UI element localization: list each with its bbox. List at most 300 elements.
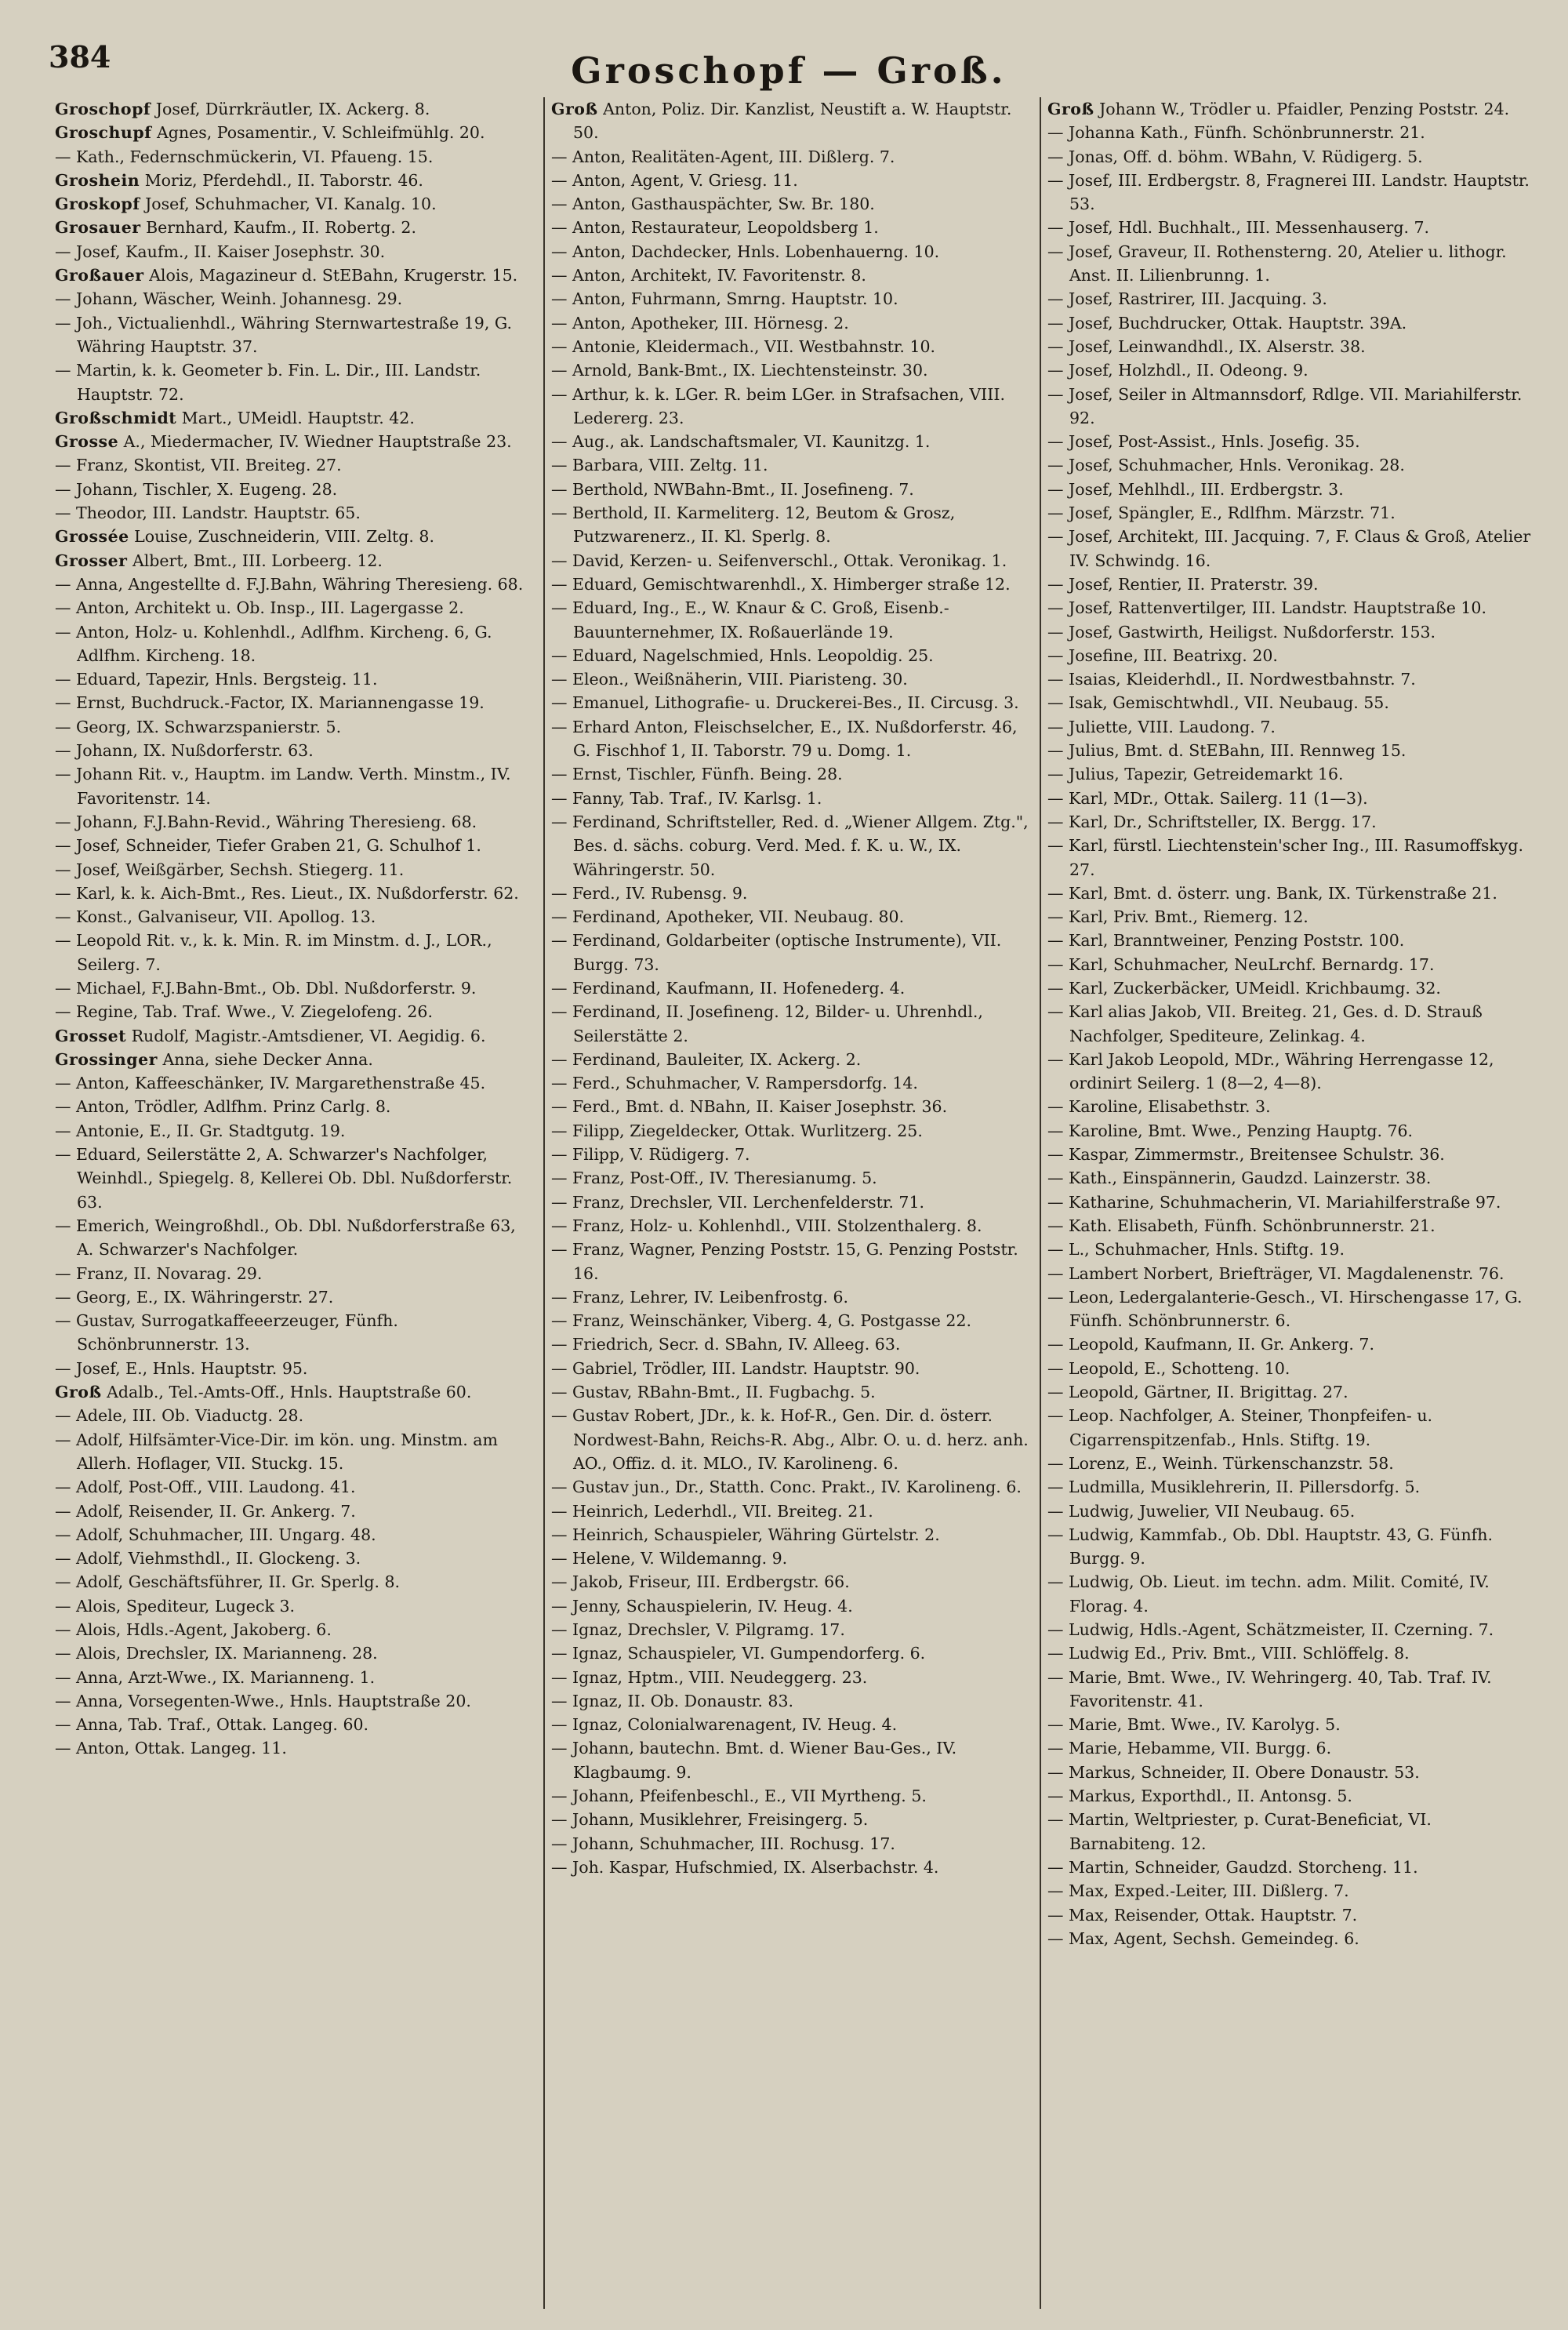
entry-text: — Ludwig Ed., Priv. Bmt., VIII. Schlöffelg. 8. xyxy=(1047,1644,1410,1663)
directory-entry xyxy=(1047,1713,1531,1736)
entry-text: — Johann, Tischler, X. Eugeng. 28. xyxy=(55,479,338,499)
directory-entry xyxy=(1047,1119,1531,1143)
directory-entry xyxy=(1047,762,1531,786)
entry-text: — Juliette, VIII. Laudong. 7. xyxy=(1047,717,1276,736)
entry-text: — Ludmilla, Musiklehrerin, II. Pillersdorfg. 5. xyxy=(1047,1478,1421,1497)
entry-text: — Eduard, Gemischtwarenhdl., X. Himberger straße 12. xyxy=(551,574,1011,594)
directory-entry xyxy=(55,1594,537,1618)
directory-entry xyxy=(55,525,537,548)
directory-entry xyxy=(551,1547,1033,1570)
directory-entry xyxy=(551,240,1033,264)
directory-entry xyxy=(55,121,537,144)
entry-text: — Ferdinand, Apotheker, VII. Neubaug. 80. xyxy=(551,907,905,927)
entry-text: — Josef, Kaufm., II. Kaiser Josephstr. 30. xyxy=(55,242,386,261)
entry-text: — Gustav, Surrogatkaffeeerzeuger, Fünfh. Schönbrunnerstr. 13. xyxy=(55,1311,398,1354)
entry-text: — Ferd., Bmt. d. NBahn, II. Kaiser Josephstr. 36. xyxy=(551,1097,948,1117)
directory-entry xyxy=(55,1285,537,1309)
entry-text: — Ludwig, Kammfab., Ob. Dbl. Hauptstr. 43, G. Fünfh. Burgg. 9. xyxy=(1047,1525,1493,1568)
entry-text: — Isaias, Kleiderhdl., II. Nordwestbahnstr. 7. xyxy=(1047,670,1416,689)
entry-text: — Anton, Gasthauspächter, Sw. Br. 180. xyxy=(551,194,875,214)
entry-text: — Jonas, Off. d. böhm. WBahn, V. Rüdigerg. 5. xyxy=(1047,147,1423,166)
directory-entry xyxy=(55,905,537,929)
directory-entry xyxy=(55,1357,537,1380)
directory-entry xyxy=(55,1048,537,1071)
directory-entry xyxy=(55,1689,537,1713)
directory-entry xyxy=(551,1071,1033,1095)
directory-entry xyxy=(1047,1214,1531,1238)
entry-text: — Leopold, Gärtner, II. Brigittag. 27. xyxy=(1047,1383,1348,1402)
directory-entry xyxy=(1047,1095,1531,1118)
directory-entry xyxy=(551,1285,1033,1309)
entry-text: — Franz, Post-Off., IV. Theresianumg. 5. xyxy=(551,1169,877,1188)
entry-text: — Josef, Post-Assist., Hnls. Josefig. 35. xyxy=(1047,432,1360,452)
entry-text: — Aug., ak. Landschaftsmaler, VI. Kaunitzg. 1. xyxy=(551,432,931,452)
entry-text: — Jakob, Friseur, III. Erdbergstr. 66. xyxy=(551,1572,850,1592)
entry-text: — Leop. Nachfolger, A. Steiner, Thonpfeifen- u. Cigarrenspitzenfab., Hnls. Stiftg. 19. xyxy=(1047,1406,1433,1449)
entry-text: — Berthold, II. Karmeliterg. 12, Beutom & Grosz, Putzwarenerz., II. Kl. Sperlg. 8. xyxy=(551,503,956,547)
column-right xyxy=(1041,97,1537,2309)
entry-surname: Grosse xyxy=(55,432,119,452)
directory-entry xyxy=(1047,1499,1531,1523)
directory-entry xyxy=(551,1808,1033,1831)
directory-entry xyxy=(551,644,1033,667)
directory-entry xyxy=(1047,787,1531,810)
entry-text: — Alois, Drechsler, IX. Marianneng. 28. xyxy=(55,1644,378,1663)
directory-entry xyxy=(55,287,537,311)
directory-entry xyxy=(1047,145,1531,169)
entry-text: — Eduard, Ing., E., W. Knaur & C. Groß, Eisenb.-Bauunternehmer, IX. Roßauerlände 19. xyxy=(551,598,949,642)
entry-text: — Josef, Leinwandhdl., IX. Alserstr. 38. xyxy=(1047,336,1366,356)
directory-entry xyxy=(55,501,537,525)
directory-entry xyxy=(551,453,1033,477)
entry-text: — Anna, Arzt-Wwe., IX. Marianneng. 1. xyxy=(55,1667,376,1687)
directory-entry xyxy=(551,383,1033,431)
directory-entry xyxy=(551,929,1033,976)
entry-text: — Ludwig, Juwelier, VII Neubaug. 65. xyxy=(1047,1501,1356,1521)
entry-text: — Eduard, Seilerstätte 2, A. Schwarzer's Nachfolger, Weinhdl., Spiegelg. 8, Kellerei Ob. Dbl. Nußdorferstr. 63. xyxy=(55,1145,513,1212)
entry-text: — Adolf, Schuhmacher, III. Ungarg. 48. xyxy=(55,1525,376,1544)
directory-entry xyxy=(551,1095,1033,1118)
entry-text: — Karl, fürstl. Liechtenstein'scher Ing., III. Rasumoffskyg. 27. xyxy=(1047,836,1524,879)
entry-text: — Josef, Graveur, II. Rothensterng. 20, Atelier u. lithogr. Anst. II. Lilienbrunng. 1. xyxy=(1047,242,1507,285)
entry-text: — Anton, Apotheker, III. Hörnesg. 2. xyxy=(551,313,849,333)
entry-text: — Johann, Schuhmacher, III. Rochusg. 17. xyxy=(551,1834,895,1853)
entry-text: — Josef, Gastwirth, Heiligst. Nußdorferstr. 153. xyxy=(1047,622,1436,642)
directory-entry xyxy=(1047,715,1531,739)
page-number: 384 xyxy=(49,39,111,75)
entry-text: — Adolf, Hilfsämter-Vice-Dir. im kön. ung. Minstm. am Allerh. Hoflager, VII. Stuckg. 15. xyxy=(55,1430,498,1473)
directory-entry xyxy=(551,1594,1033,1618)
entry-text: — Marie, Bmt. Wwe., IV. Karolyg. 5. xyxy=(1047,1715,1341,1735)
entry-text: Alois, Magazineur d. StEBahn, Krugerstr. 15. xyxy=(143,266,518,285)
directory-entry xyxy=(55,1666,537,1689)
entry-text: — Karl, k. k. Aich-Bmt., Res. Lieut., IX. Nußdorferstr. 62. xyxy=(55,883,519,903)
entry-text: — Ignaz, Schauspieler, VI. Gumpendorferg. 6. xyxy=(551,1644,926,1663)
entry-text: — Barbara, VIII. Zeltg. 11. xyxy=(551,456,768,475)
directory-entry xyxy=(551,976,1033,1000)
entry-text: Anton, Poliz. Dir. Kanzlist, Neustift a. W. Hauptstr. 50. xyxy=(573,100,1012,143)
entry-text: — Gustav Robert, JDr., k. k. Hof-R., Gen. Dir. d. österr. Nordwest-Bahn, Reichs-R. Abg., Albr. O. u. d. herz. anh. AO., Offiz. d. it. MLO., IV. Karolineng. 6. xyxy=(551,1406,1029,1473)
entry-surname: Groschupf xyxy=(55,123,152,143)
entry-text: — Regine, Tab. Traf. Wwe., V. Ziegelofeng. 26. xyxy=(55,1002,433,1022)
directory-entry xyxy=(1047,810,1531,834)
entry-text: Josef, Schuhmacher, VI. Kanalg. 10. xyxy=(140,194,437,214)
entry-text: — Karl, Bmt. d. österr. ung. Bank, IX. Türkenstraße 21. xyxy=(1047,883,1497,903)
directory-entry xyxy=(551,573,1033,596)
entry-text: — Karl, Dr., Schriftsteller, IX. Bergg. 17. xyxy=(1047,812,1377,831)
directory-entry xyxy=(55,1523,537,1547)
entry-text: — Heinrich, Lederhdl., VII. Breiteg. 21. xyxy=(551,1501,873,1521)
directory-entry xyxy=(551,1357,1033,1380)
entry-text: — Friedrich, Secr. d. SBahn, IV. Alleeg. 63. xyxy=(551,1335,901,1354)
directory-entry xyxy=(551,549,1033,573)
directory-entry xyxy=(55,739,537,762)
directory-entry xyxy=(1047,1879,1531,1903)
entry-text: Johann W., Trödler u. Pfaidler, Penzing Poststr. 24. xyxy=(1094,100,1510,118)
entry-text: — Kath. Elisabeth, Fünfh. Schönbrunnerstr. 21. xyxy=(1047,1216,1436,1235)
entry-text: — Johann, Pfeifenbeschl., E., VII Myrtheng. 5. xyxy=(551,1787,927,1806)
entry-text: — Marie, Hebamme, VII. Burgg. 6. xyxy=(1047,1739,1332,1758)
directory-entry xyxy=(55,667,537,691)
directory-entry xyxy=(1047,620,1531,644)
directory-entry xyxy=(551,787,1033,810)
entry-text: — Georg, E., IX. Währingerstr. 27. xyxy=(55,1287,334,1307)
directory-entry xyxy=(1047,430,1531,453)
page-title: Groschopf — Groß. xyxy=(571,49,1007,92)
directory-entry xyxy=(55,1570,537,1594)
directory-entry xyxy=(1047,1285,1531,1333)
entry-text: — Georg, IX. Schwarzspanierstr. 5. xyxy=(55,717,342,736)
directory-entry xyxy=(55,762,537,810)
directory-entry xyxy=(551,715,1033,763)
directory-entry xyxy=(1047,1357,1531,1380)
directory-entry xyxy=(551,192,1033,216)
entry-text: — Josefine, III. Beatrixg. 20. xyxy=(1047,645,1278,665)
entry-text: — Anna, Angestellte d. F.J.Bahn, Währing Theresieng. 68. xyxy=(55,574,524,594)
directory-entry xyxy=(1047,881,1531,905)
entry-text: — Filipp, Ziegeldecker, Ottak. Wurlitzerg. 25. xyxy=(551,1121,923,1140)
directory-entry xyxy=(1047,1736,1531,1760)
entry-text: — Anna, Vorsegenten-Wwe., Hnls. Hauptstraße 20. xyxy=(55,1691,471,1710)
entry-text: Albert, Bmt., III. Lorbeerg. 12. xyxy=(127,551,383,570)
entry-text: — Anton, Realitäten-Agent, III. Dißlerg. 7. xyxy=(551,147,895,166)
directory-entry xyxy=(551,1119,1033,1143)
entry-text: Josef, Dürrkräutler, IX. Ackerg. 8. xyxy=(151,100,430,118)
directory-entry xyxy=(551,1666,1033,1689)
entry-text: — Martin, k. k. Geometer b. Fin. L. Dir., III. Landstr. Hauptstr. 72. xyxy=(55,361,481,404)
directory-entry xyxy=(55,1499,537,1523)
directory-entry xyxy=(55,1736,537,1760)
entry-text: — Josef, Schuhmacher, Hnls. Veronikag. 28. xyxy=(1047,456,1405,475)
entry-text: — Franz, Holz- u. Kohlenhdl., VIII. Stolzenthalerg. 8. xyxy=(551,1216,982,1235)
directory-entry xyxy=(1047,1404,1531,1452)
directory-entry xyxy=(55,549,537,573)
directory-entry xyxy=(551,1499,1033,1523)
directory-entry xyxy=(55,858,537,881)
directory-entry xyxy=(55,810,537,834)
directory-entry xyxy=(1047,667,1531,691)
entry-text: — Josef, Seiler in Altmannsdorf, Rdlge. VII. Mariahilferstr. 92. xyxy=(1047,384,1523,427)
entry-text: — Karl Jakob Leopold, MDr., Währing Herrengasse 12, ordinirt Seilerg. 1 (8—2, 4—8). xyxy=(1047,1049,1494,1093)
entry-text: — Franz, Lehrer, IV. Leibenfrostg. 6. xyxy=(551,1287,849,1307)
entry-text: — Helene, V. Wildemanng. 9. xyxy=(551,1549,788,1568)
entry-text: — Anton, Ottak. Langeg. 11. xyxy=(55,1739,287,1758)
directory-entry xyxy=(1047,1808,1531,1856)
entry-text: Louise, Zuschneiderin, VIII. Zeltg. 8. xyxy=(129,527,434,547)
entry-text: — Leopold Rit. v., k. k. Min. R. im Minstm. d. J., LOR., Seilerg. 7. xyxy=(55,931,492,974)
directory-entry xyxy=(1047,1618,1531,1641)
entry-text: — Isak, Gemischtwhdl., VII. Neubaug. 55. xyxy=(1047,693,1389,713)
directory-entry xyxy=(1047,644,1531,667)
entry-text: — Anna, Tab. Traf., Ottak. Langeg. 60. xyxy=(55,1715,369,1735)
directory-entry xyxy=(551,358,1033,382)
entry-text: — Josef, III. Erdbergstr. 8, Fragnerei III. Landstr. Hauptstr. 53. xyxy=(1047,170,1530,214)
directory-entry xyxy=(551,667,1033,691)
directory-entry xyxy=(551,1000,1033,1048)
entry-text: — Eduard, Nagelschmied, Hnls. Leopoldig. 25. xyxy=(551,645,934,665)
entry-text: — Johann, F.J.Bahn-Revid., Währing Theresieng. 68. xyxy=(55,812,477,831)
directory-entry xyxy=(551,1238,1033,1285)
directory-entry xyxy=(55,929,537,976)
entry-text: — L., Schuhmacher, Hnls. Stiftg. 19. xyxy=(1047,1240,1345,1260)
directory-entry xyxy=(1047,905,1531,929)
directory-entry xyxy=(551,1309,1033,1332)
entry-text: — Emanuel, Lithografie- u. Druckerei-Bes., II. Circusg. 3. xyxy=(551,693,1019,713)
directory-entry xyxy=(551,1856,1033,1879)
directory-entry xyxy=(1047,525,1531,573)
entry-text: — Konst., Galvaniseur, VII. Apollog. 13. xyxy=(55,907,376,927)
directory-entry xyxy=(551,1214,1033,1238)
directory-entry xyxy=(55,1143,537,1214)
directory-entry xyxy=(55,453,537,477)
entry-text: — Franz, Wagner, Penzing Poststr. 15, G. Penzing Poststr. 16. xyxy=(551,1240,1018,1283)
directory-entry xyxy=(1047,929,1531,952)
entry-text: — Kaspar, Zimmermstr., Breitensee Schulstr. 36. xyxy=(1047,1145,1445,1165)
directory-entry xyxy=(55,1641,537,1665)
entry-text: — Emerich, Weingroßhdl., Ob. Dbl. Nußdorferstraße 63, A. Schwarzer's Nachfolger. xyxy=(55,1216,516,1260)
entry-text: — Franz, II. Novarag. 29. xyxy=(55,1263,263,1283)
entry-text: — Ferdinand, Schriftsteller, Red. d. „Wiener Allgem. Ztg.", Bes. d. sächs. coburg. Verd. Med. f. K. u. W., IX. Währingerstr. 50. xyxy=(551,812,1029,879)
directory-entry xyxy=(1047,1262,1531,1285)
entry-text: — Anton, Agent, V. Griesg. 11. xyxy=(551,170,798,190)
entry-text: — Anton, Architekt, IV. Favoritenstr. 8. xyxy=(551,266,866,285)
directory-entry xyxy=(551,430,1033,453)
directory-entry xyxy=(1047,1452,1531,1475)
directory-entry xyxy=(55,834,537,857)
directory-entry xyxy=(55,715,537,739)
entry-surname: Groß xyxy=(55,1383,102,1402)
directory-entry xyxy=(551,478,1033,501)
entry-text: — Anton, Holz- u. Kohlenhdl., Adlfhm. Kircheng. 6, G. Adlfhm. Kircheng. 18. xyxy=(55,622,492,665)
entry-text: — Ludwig, Ob. Lieut. im techn. adm. Milit. Comité, IV. Florag. 4. xyxy=(1047,1572,1490,1616)
entry-text: — Adolf, Geschäftsführer, II. Gr. Sperlg. 8. xyxy=(55,1572,401,1592)
directory-entry xyxy=(55,1475,537,1499)
directory-entry xyxy=(55,1262,537,1285)
directory-entry xyxy=(1047,358,1531,382)
entry-text: — Johann, Musiklehrer, Freisingerg. 5. xyxy=(551,1810,869,1830)
entry-text: — Filipp, V. Rüdigerg. 7. xyxy=(551,1145,750,1165)
entry-text: — Karl, Zuckerbäcker, UMeidl. Krichbaumg. 32. xyxy=(1047,978,1441,998)
entry-surname: Groskopf xyxy=(55,194,140,214)
entry-surname: Groshein xyxy=(55,170,140,190)
entry-text: — Johanna Kath., Fünfh. Schönbrunnerstr. 21. xyxy=(1047,123,1425,143)
entry-text: — Adolf, Viehmsthdl., II. Glockeng. 3. xyxy=(55,1549,361,1568)
entry-text: — Ignaz, Drechsler, V. Pilgramg. 17. xyxy=(551,1620,845,1639)
directory-entry xyxy=(551,1523,1033,1547)
entry-text: — Adolf, Reisender, II. Gr. Ankerg. 7. xyxy=(55,1501,356,1521)
entry-surname: Großauer xyxy=(55,266,144,285)
entry-text: — Berthold, NWBahn-Bmt., II. Josefineng. 7. xyxy=(551,479,914,499)
entry-text: — Josef, Architekt, III. Jacquing. 7, F. Claus & Groß, Atelier IV. Schwindg. 16. xyxy=(1047,527,1531,570)
entry-text: — Josef, Hdl. Buchhalt., III. Messenhauserg. 7. xyxy=(1047,218,1430,238)
entry-text: — Leopold, Kaufmann, II. Gr. Ankerg. 7. xyxy=(1047,1335,1374,1354)
entry-text: — Josef, Schneider, Tiefer Graben 21, G. Schulhof 1. xyxy=(55,836,481,856)
entry-surname: Grossée xyxy=(55,527,129,547)
directory-entry xyxy=(55,264,537,287)
directory-entry xyxy=(551,1190,1033,1214)
entry-text: — Josef, Mehlhdl., III. Erdbergstr. 3. xyxy=(1047,479,1344,499)
directory-entry xyxy=(1047,121,1531,144)
directory-entry xyxy=(1047,1856,1531,1879)
entry-text: — Josef, Weißgärber, Sechsh. Stiegerg. 11. xyxy=(55,860,405,879)
directory-entry xyxy=(551,1570,1033,1594)
entry-text: — Arnold, Bank-Bmt., IX. Liechtensteinstr. 30. xyxy=(551,361,928,380)
entry-text: — Karoline, Bmt. Wwe., Penzing Hauptg. 76. xyxy=(1047,1121,1414,1140)
directory-entry xyxy=(551,810,1033,881)
directory-entry xyxy=(551,762,1033,786)
entry-text: — Josef, Holzhdl., II. Odeong. 9. xyxy=(1047,361,1308,380)
entry-text: — Ignaz, Colonialwarenagent, IV. Heug. 4. xyxy=(551,1715,898,1735)
directory-entry xyxy=(55,1428,537,1476)
entry-text: — Karl, MDr., Ottak. Sailerg. 11 (1—3). xyxy=(1047,788,1368,808)
entry-text: Bernhard, Kaufm., II. Robertg. 2. xyxy=(140,218,416,238)
entry-text: — Anton, Fuhrmann, Smrng. Hauptstr. 10. xyxy=(551,289,898,309)
directory-entry xyxy=(55,1095,537,1118)
directory-entry xyxy=(55,406,537,430)
directory-entry xyxy=(551,691,1033,714)
directory-entry xyxy=(551,311,1033,335)
directory-entry xyxy=(55,1309,537,1357)
directory-entry xyxy=(551,1143,1033,1166)
entry-text: — Josef, Rentier, II. Praterstr. 39. xyxy=(1047,574,1319,594)
entry-text: — Adele, III. Ob. Viaductg. 28. xyxy=(55,1406,304,1426)
directory-entry xyxy=(1047,1641,1531,1665)
directory-entry xyxy=(1047,953,1531,976)
entry-text: — Gustav jun., Dr., Statth. Conc. Prakt., IV. Karolineng. 6. xyxy=(551,1478,1022,1497)
entry-text: — Josef, Rastrirer, III. Jacquing. 3. xyxy=(1047,289,1327,309)
entry-text: — Karl alias Jakob, VII. Breiteg. 21, Ges. d. D. Strauß Nachfolger, Spediteure, Zelinkag. 4. xyxy=(1047,1002,1483,1045)
entry-surname: Grosauer xyxy=(55,218,141,238)
directory-entry xyxy=(1047,976,1531,1000)
directory-entry xyxy=(55,1547,537,1570)
entry-text: — Michael, F.J.Bahn-Bmt., Ob. Dbl. Nußdorferstr. 9. xyxy=(55,978,477,998)
directory-entry xyxy=(55,1024,537,1048)
entry-text: — Ferdinand, Goldarbeiter (optische Instrumente), VII. Burgg. 73. xyxy=(551,931,1002,974)
directory-entry xyxy=(1047,691,1531,714)
directory-entry xyxy=(55,97,537,121)
directory-entry xyxy=(1047,1166,1531,1190)
directory-entry xyxy=(55,358,537,406)
entry-text: Rudolf, Magistr.-Amtsdiener, VI. Aegidig. 6. xyxy=(126,1026,486,1045)
directory-entry xyxy=(551,1380,1033,1404)
directory-entry xyxy=(55,596,537,620)
directory-columns xyxy=(49,97,1538,2309)
entry-text: — Karl, Schuhmacher, NeuLrchf. Bernardg. 17. xyxy=(1047,954,1435,974)
directory-entry xyxy=(1047,834,1531,881)
entry-text: — Josef, Spängler, E., Rdlfhm. Märzstr. 71. xyxy=(1047,503,1396,523)
entry-text: — Alois, Spediteur, Lugeck 3. xyxy=(55,1596,296,1616)
entry-text: — Julius, Tapezir, Getreidemarkt 16. xyxy=(1047,765,1344,784)
directory-entry xyxy=(55,881,537,905)
directory-entry xyxy=(55,691,537,714)
entry-text: — Johann, Wäscher, Weinh. Johannesg. 29. xyxy=(55,289,403,309)
entry-surname: Grossinger xyxy=(55,1049,158,1069)
entry-text: — Anton, Kaffeeschänker, IV. Margarethenstraße 45. xyxy=(55,1074,486,1093)
entry-text: — Heinrich, Schauspieler, Währing Gürtelstr. 2. xyxy=(551,1525,940,1544)
directory-entry xyxy=(55,573,537,596)
directory-entry xyxy=(55,1214,537,1262)
entry-text: — Marie, Bmt. Wwe., IV. Wehringerg. 40, Tab. Traf. IV. Favoritenstr. 41. xyxy=(1047,1667,1492,1710)
directory-entry xyxy=(55,1380,537,1404)
directory-entry xyxy=(55,430,537,453)
directory-entry xyxy=(55,145,537,169)
directory-entry xyxy=(1047,287,1531,311)
entry-text: — Julius, Bmt. d. StEBahn, III. Rennweg 15. xyxy=(1047,741,1406,761)
directory-entry xyxy=(551,501,1033,549)
directory-entry xyxy=(1047,1048,1531,1096)
directory-entry xyxy=(1047,501,1531,525)
entry-text: — Max, Reisender, Ottak. Hauptstr. 7. xyxy=(1047,1905,1358,1925)
entry-text: — Lorenz, E., Weinh. Türkenschanzstr. 58. xyxy=(1047,1453,1394,1473)
directory-entry xyxy=(1047,1380,1531,1404)
entry-text: — Fanny, Tab. Traf., IV. Karlsg. 1. xyxy=(551,788,822,808)
directory-entry xyxy=(1047,1523,1531,1571)
entry-text: — Leopold, E., Schotteng. 10. xyxy=(1047,1358,1290,1378)
directory-entry xyxy=(1047,453,1531,477)
directory-entry xyxy=(551,1784,1033,1808)
entry-text: — Karoline, Elisabethstr. 3. xyxy=(1047,1097,1271,1117)
directory-entry xyxy=(55,1404,537,1427)
entry-text: Adalb., Tel.-Amts-Off., Hnls. Hauptstraße 60. xyxy=(101,1383,472,1402)
directory-entry xyxy=(551,1332,1033,1356)
directory-entry xyxy=(1047,1000,1531,1048)
entry-surname: Groß xyxy=(551,100,598,118)
entry-text: — Arthur, k. k. LGer. R. beim LGer. in Strafsachen, VIII. Ledererg. 23. xyxy=(551,384,1005,427)
directory-entry xyxy=(1047,1570,1531,1618)
entry-text: — Ignaz, Hptm., VIII. Neudeggerg. 23. xyxy=(551,1667,868,1687)
directory-entry xyxy=(551,1689,1033,1713)
directory-entry xyxy=(1047,383,1531,431)
directory-entry xyxy=(551,1404,1033,1475)
entry-text: — Anton, Architekt u. Ob. Insp., III. Lagergasse 2. xyxy=(55,598,464,618)
entry-text: — Antonie, Kleidermach., VII. Westbahnstr. 10. xyxy=(551,336,936,356)
entry-surname: Großschmidt xyxy=(55,408,177,427)
directory-entry xyxy=(1047,1332,1531,1356)
entry-text: — Ferd., Schuhmacher, V. Rampersdorfg. 14. xyxy=(551,1074,918,1093)
directory-entry xyxy=(1047,311,1531,335)
entry-text: — Anton, Restaurateur, Leopoldsberg 1. xyxy=(551,218,879,238)
entry-text: — Anton, Dachdecker, Hnls. Lobenhauerng. 10. xyxy=(551,242,940,261)
entry-text: — Kath., Federnschmückerin, VI. Pfaueng. 15. xyxy=(55,147,434,166)
directory-entry xyxy=(55,1119,537,1143)
entry-text: Mart., UMeidl. Hauptstr. 42. xyxy=(176,408,415,427)
directory-entry xyxy=(55,192,537,216)
directory-entry xyxy=(551,145,1033,169)
directory-entry xyxy=(1047,1475,1531,1499)
entry-text: — Markus, Schneider, II. Obere Donaustr. 53. xyxy=(1047,1762,1420,1782)
entry-text: — Jenny, Schauspielerin, IV. Heug. 4. xyxy=(551,1596,853,1616)
directory-entry xyxy=(551,97,1033,145)
